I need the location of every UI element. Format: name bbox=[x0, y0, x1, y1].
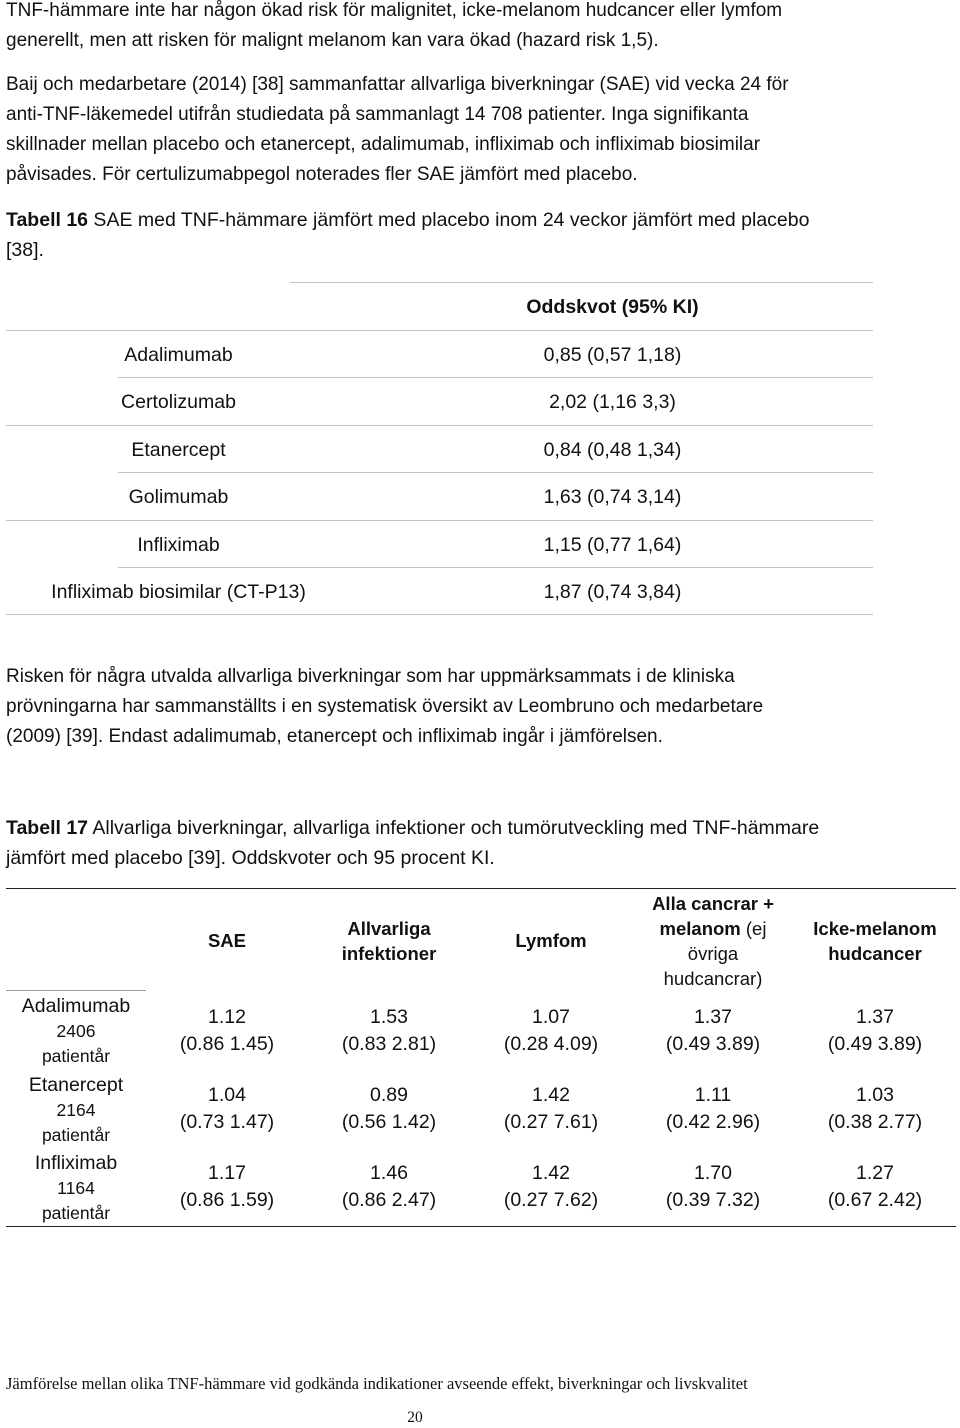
cell-ci: (0.27 7.62) bbox=[503, 1189, 599, 1211]
table17-header-sae: SAE bbox=[207, 930, 247, 951]
patient-years-unit: patientår bbox=[41, 1203, 111, 1223]
table16-row-value: 1,15 (0,77 1,64) bbox=[543, 534, 682, 556]
table17-bottom-rule bbox=[6, 1226, 956, 1227]
paragraph-line: prövningarna har sammanställts i en systematisk översikt av Leombruno och medarbetare bbox=[6, 696, 764, 717]
cell-ci: (0.42 2.96) bbox=[665, 1111, 761, 1133]
table17-header-rule bbox=[6, 990, 146, 991]
patient-years: 1164 bbox=[57, 1178, 95, 1198]
header-line: Alla cancrar + bbox=[652, 893, 774, 914]
table17-caption bbox=[6, 813, 954, 843]
table16-column-header: Oddskvot (95% KI) bbox=[526, 296, 699, 318]
table16-row-name: Adalimumab bbox=[124, 344, 233, 366]
patient-years: 2406 bbox=[56, 1021, 96, 1041]
paragraph-line: Risken för några utvalda allvarliga biverkningar som har uppmärksammats i de kliniska bbox=[6, 666, 735, 687]
cell-ci: (0.49 3.89) bbox=[665, 1033, 761, 1055]
table16-top-rule bbox=[290, 282, 873, 283]
table16-row-value: 2,02 (1,16 3,3) bbox=[549, 391, 676, 413]
table17-header-lymfom: Lymfom bbox=[515, 930, 587, 951]
page-footer: Jämförelse mellan olika TNF-hämmare vid godkända indikationer avseende effekt, biverkningar och livskvalitet bbox=[6, 1374, 748, 1393]
table17-header-cancer bbox=[632, 891, 794, 991]
table16-caption-text: SAE med TNF-hämmare jämfört med placebo inom 24 veckor jämfört med placebo bbox=[88, 209, 810, 231]
table17-caption-text: Allvarliga biverkningar, allvarliga infektioner och tumörutveckling med TNF-hämmare bbox=[88, 817, 820, 839]
table16-row-value: 1,87 (0,74 3,84) bbox=[543, 581, 682, 603]
table16-rule bbox=[118, 567, 873, 568]
table16-row-value: 0,85 (0,57 1,18) bbox=[543, 344, 682, 366]
table16-row-value: 0,84 (0,48 1,34) bbox=[543, 439, 682, 461]
cell-value: 1.11 bbox=[694, 1084, 732, 1106]
cell-value: 1.37 bbox=[856, 1006, 894, 1028]
table17-cell bbox=[470, 1004, 632, 1058]
header-fragment: (ej bbox=[740, 918, 767, 939]
header-line bbox=[632, 916, 794, 941]
cell-value: 1.53 bbox=[370, 1006, 408, 1028]
header-fragment: melanom bbox=[659, 918, 741, 939]
cell-ci: (0.83 2.81) bbox=[341, 1033, 437, 1055]
cell-value: 1.46 bbox=[370, 1162, 408, 1184]
paragraph-line: generellt, men att risken för malignt melanom kan vara ökad (hazard risk 1,5). bbox=[6, 30, 659, 51]
patient-years-unit: patientår bbox=[41, 1046, 111, 1066]
paragraph-line: TNF-hämmare inte har någon ökad risk för malignitet, icke-melanom hudcancer eller lymfom bbox=[6, 0, 783, 21]
table16-row-name: Etanercept bbox=[131, 439, 226, 461]
table17-cell bbox=[470, 1160, 632, 1214]
table16-row-name: Certolizumab bbox=[121, 391, 236, 413]
table17-cell bbox=[308, 1160, 470, 1214]
cell-value: 1.12 bbox=[208, 1006, 246, 1028]
table16-bottom-rule bbox=[6, 614, 873, 615]
table17-cell bbox=[632, 1082, 794, 1136]
cell-value: 1.42 bbox=[532, 1084, 570, 1106]
header-line: infektioner bbox=[341, 943, 437, 964]
cell-ci: (0.38 2.77) bbox=[827, 1111, 923, 1133]
cell-value: 1.07 bbox=[532, 1006, 570, 1028]
cell-value: 1.37 bbox=[694, 1006, 732, 1028]
table17-cell bbox=[146, 1160, 308, 1214]
table17-cell bbox=[146, 1004, 308, 1058]
cell-value: 0.89 bbox=[370, 1084, 408, 1106]
table17-row-label bbox=[6, 993, 146, 1069]
table17-caption-label: Tabell 17 bbox=[6, 817, 89, 839]
cell-ci: (0.28 4.09) bbox=[503, 1033, 599, 1055]
cell-ci: (0.73 1.47) bbox=[179, 1111, 275, 1133]
table16-caption-label: Tabell 16 bbox=[6, 209, 89, 231]
table16-rule bbox=[118, 377, 873, 378]
header-line: hudcancrar) bbox=[663, 968, 763, 989]
header-line: övriga bbox=[687, 943, 739, 964]
table17-caption-line2: jämfört med placebo [39]. Oddskvoter och 95 procent KI. bbox=[6, 847, 495, 869]
cell-value: 1.04 bbox=[208, 1084, 246, 1106]
paragraph-line: skillnader mellan placebo och etanercept, adalimumab, infliximab och infliximab biosimilar bbox=[6, 134, 761, 155]
table16-rule bbox=[118, 472, 873, 473]
table16-row-name: Infliximab biosimilar (CT-P13) bbox=[51, 581, 306, 603]
page-number: 20 bbox=[407, 1409, 423, 1426]
cell-value: 1.17 bbox=[208, 1162, 246, 1184]
table16-row-name: Golimumab bbox=[128, 486, 229, 508]
table17-cell bbox=[308, 1082, 470, 1136]
table17-row-label bbox=[6, 1072, 146, 1148]
cell-value: 1.70 bbox=[694, 1162, 732, 1184]
paragraph-line: påvisades. För certulizumabpegol noterades fler SAE jämfört med placebo. bbox=[6, 164, 638, 185]
table17-cell bbox=[146, 1082, 308, 1136]
table17-cell bbox=[794, 1082, 956, 1136]
table16-row-value: 1,63 (0,74 3,14) bbox=[543, 486, 682, 508]
cell-value: 1.03 bbox=[856, 1084, 894, 1106]
cell-ci: (0.56 1.42) bbox=[341, 1111, 437, 1133]
table16-rule bbox=[6, 425, 873, 426]
header-line: hudcancer bbox=[828, 943, 922, 964]
header-line: Icke-melanom bbox=[813, 918, 937, 939]
drug-name: Infliximab bbox=[34, 1152, 118, 1174]
table17-cell bbox=[632, 1160, 794, 1214]
table16-row-name: Infliximab bbox=[137, 534, 220, 556]
cell-ci: (0.86 2.47) bbox=[341, 1189, 437, 1211]
drug-name: Etanercept bbox=[28, 1074, 124, 1096]
paragraph-line: (2009) [39]. Endast adalimumab, etanercept och infliximab ingår i jämförelsen. bbox=[6, 726, 663, 747]
table17-cell bbox=[632, 1004, 794, 1058]
table16-caption-line2: [38]. bbox=[6, 239, 44, 261]
patient-years: 2164 bbox=[56, 1100, 96, 1120]
header-line: Allvarliga bbox=[347, 918, 431, 939]
table17-cell bbox=[470, 1082, 632, 1136]
cell-value: 1.42 bbox=[532, 1162, 570, 1184]
paragraph-line: Baij och medarbetare (2014) [38] sammanfattar allvarliga biverkningar (SAE) vid vecka 24 för bbox=[6, 74, 789, 95]
table17-header-infections bbox=[308, 916, 470, 966]
cell-value: 1.27 bbox=[856, 1162, 894, 1184]
paragraph-line: anti-TNF-läkemedel utifrån studiedata på sammanlagt 14 708 patienter. Inga signifikanta bbox=[6, 104, 749, 125]
patient-years-unit: patientår bbox=[41, 1125, 111, 1145]
cell-ci: (0.49 3.89) bbox=[827, 1033, 923, 1055]
drug-name: Adalimumab bbox=[21, 995, 131, 1017]
cell-ci: (0.86 1.45) bbox=[179, 1033, 275, 1055]
table16-rule bbox=[6, 520, 873, 521]
cell-ci: (0.86 1.59) bbox=[179, 1189, 275, 1211]
cell-ci: (0.39 7.32) bbox=[665, 1189, 761, 1211]
table17-cell bbox=[794, 1004, 956, 1058]
table17-cell bbox=[308, 1004, 470, 1058]
cell-ci: (0.27 7.61) bbox=[503, 1111, 599, 1133]
table17-row-label bbox=[6, 1150, 146, 1226]
table17-header-icke-melanom bbox=[794, 916, 956, 966]
table16-caption bbox=[6, 205, 954, 235]
table16-rule bbox=[6, 330, 873, 331]
cell-ci: (0.67 2.42) bbox=[827, 1189, 923, 1211]
table17-cell bbox=[794, 1160, 956, 1214]
table17-top-rule bbox=[6, 888, 956, 889]
